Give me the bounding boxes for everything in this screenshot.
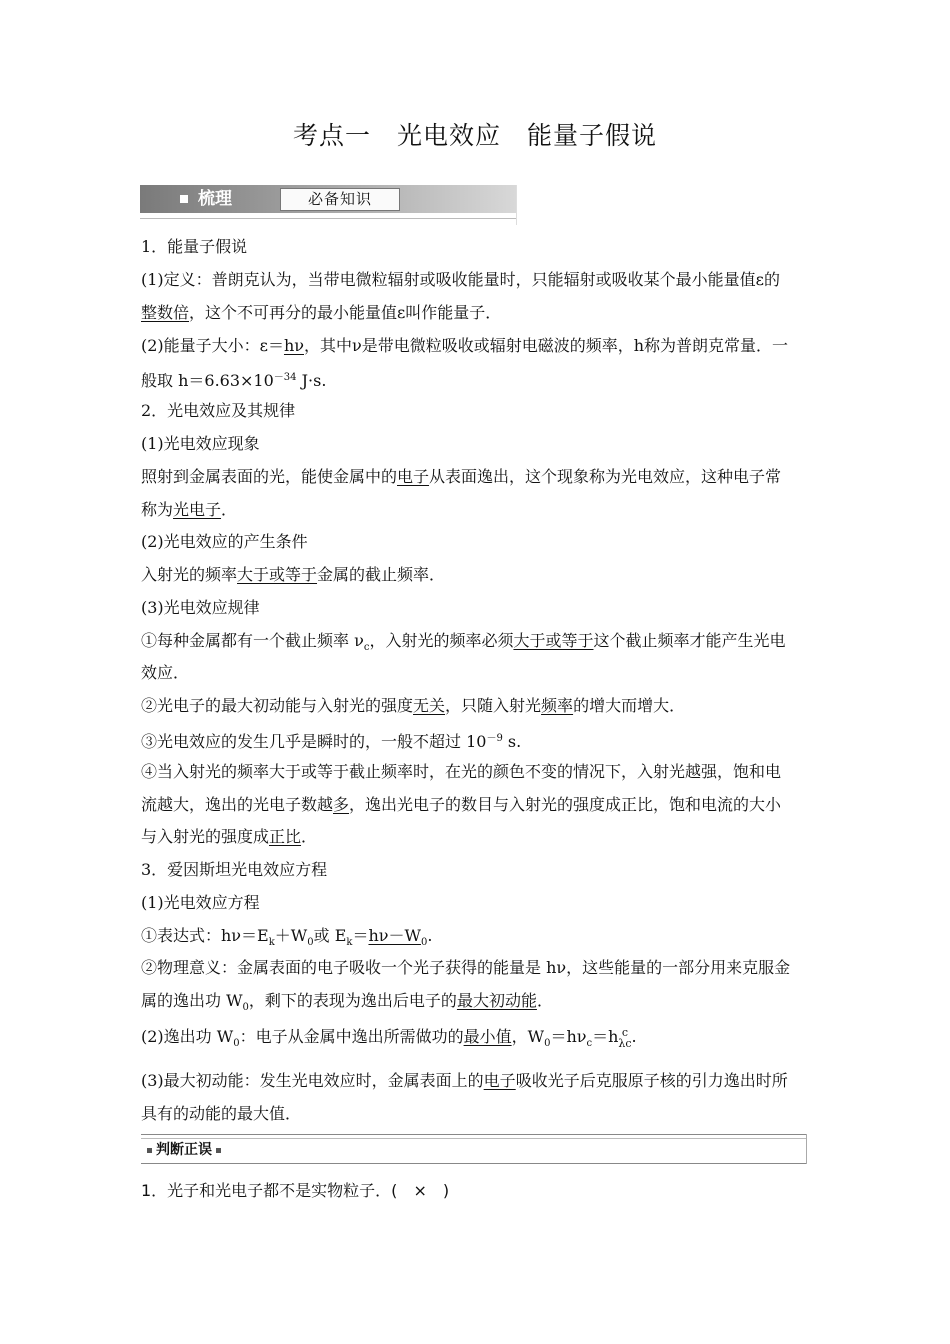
- square-bullet-icon: [180, 195, 188, 203]
- answer-blank: $h\nu-W_0$: [368, 926, 428, 948]
- text-line: ②光电子的最大初动能与入射光的强度无关，只随入射光频率的增大而增大．: [141, 696, 686, 715]
- text-line: 整数倍，这个不可再分的最小能量值ε叫作能量子．: [141, 303, 502, 322]
- answer-blank: 无关: [413, 696, 446, 715]
- text-line: ②物理意义：金属表面的电子吸收一个光子获得的能量是 hν，这些能量的一部分用来克服金: [141, 958, 791, 977]
- square-bullet-icon: [147, 1148, 152, 1153]
- text-line: (2)能量子大小：ε＝hν，其中ν是带电微粒吸收或辐射电磁波的频率，h称为普朗克常量．一: [141, 336, 789, 355]
- text-line: ①每种金属都有一个截止频率 $\nu_c$，入射光的频率必须大于或等于这个截止频率才能产生光电: [141, 631, 786, 653]
- text-line: 照射到金属表面的光，能使金属中的电子从表面逸出，这个现象称为光电效应，这种电子常: [141, 467, 782, 486]
- formula-line: ①表达式：$h\nu=E_k+W_0$或 $E_k=h\nu-W_0$.: [141, 926, 433, 948]
- text-line: (2)光电效应的产生条件: [141, 532, 308, 551]
- answer-blank: 最大初动能: [456, 991, 537, 1010]
- page-title: 考点一 光电效应 能量子假说: [292, 121, 657, 150]
- question-1: 1．光子和光电子都不是实物粒子．( × ): [141, 1181, 450, 1200]
- text-line: (1)光电效应现象: [141, 434, 260, 453]
- answer-blank: 最小值: [463, 1027, 512, 1046]
- fraction: c λc: [618, 1025, 632, 1050]
- banner-divider: [140, 218, 516, 219]
- banner-label-text: 梳理: [198, 189, 232, 209]
- text-line: 般取 $h=6.63\times 10^{-34}$ J·s.: [141, 371, 327, 390]
- answer-blank: hν: [283, 336, 304, 355]
- text-line: ④当入射光的频率大于或等于截止频率时，在光的颜色不变的情况下，入射光越强，饱和电: [141, 762, 782, 781]
- text-line: 入射光的频率大于或等于金属的截止频率．: [141, 565, 446, 584]
- text-line: 效应．: [141, 663, 190, 682]
- judge-section-bar: [141, 1134, 807, 1164]
- answer-blank: 大于或等于: [513, 631, 594, 650]
- square-bullet-icon: [216, 1148, 221, 1153]
- heading-einstein-equation: 3．爱因斯坦光电效应方程: [141, 860, 328, 879]
- banner-tag: 必备知识: [280, 188, 400, 211]
- answer-blank: 正比: [269, 827, 302, 846]
- text-line: (1)定义：普朗克认为，当带电微粒辐射或吸收能量时，只能辐射或吸收某个最小能量值ε的: [141, 270, 780, 289]
- answer-blank: 大于或等于: [237, 565, 318, 584]
- formula-line: (2)逸出功 $W_0$：电子从金属中逸出所需做功的最小值，$W_0=h\nu_c=h$ c λc .: [141, 1025, 637, 1050]
- banner-label: [140, 187, 278, 211]
- text-line: (3)最大初动能：发生光电效应时，金属表面上的电子吸收光子后克服原子核的引力逸出时所: [141, 1071, 788, 1090]
- answer-blank: 电子: [483, 1071, 516, 1090]
- judge-label: 判断正误: [143, 1140, 225, 1160]
- answer-mark: ×: [413, 1181, 427, 1200]
- text-line: 流越大，逸出的光电子数越多，逸出光电子的数目与入射光的强度成正比，饱和电流的大小: [141, 795, 782, 814]
- heading-energy-quantum: 1．能量子假说: [141, 237, 248, 256]
- text-line: (1)光电效应方程: [141, 893, 260, 912]
- answer-blank: 多: [333, 795, 350, 814]
- text-line: (3)光电效应规律: [141, 598, 260, 617]
- text-line: 称为光电子．: [141, 500, 238, 519]
- answer-blank: 频率: [541, 696, 574, 715]
- text-line: 具有的动能的最大值．: [141, 1104, 302, 1123]
- text-line: 属的逸出功 $W_0$，剩下的表现为逸出后电子的最大初动能．: [141, 991, 553, 1013]
- section-banner: [140, 185, 516, 225]
- heading-photoelectric: 2．光电效应及其规律: [141, 401, 296, 420]
- answer-blank: 光电子: [173, 500, 222, 519]
- text-line: 与入射光的强度成正比．: [141, 827, 318, 846]
- text-line: ③光电效应的发生几乎是瞬时的，一般不超过 $10^{-9}$ s.: [141, 732, 522, 751]
- banner-edge: [516, 185, 517, 225]
- answer-blank: 电子: [397, 467, 430, 486]
- answer-blank: 整数倍: [141, 303, 190, 322]
